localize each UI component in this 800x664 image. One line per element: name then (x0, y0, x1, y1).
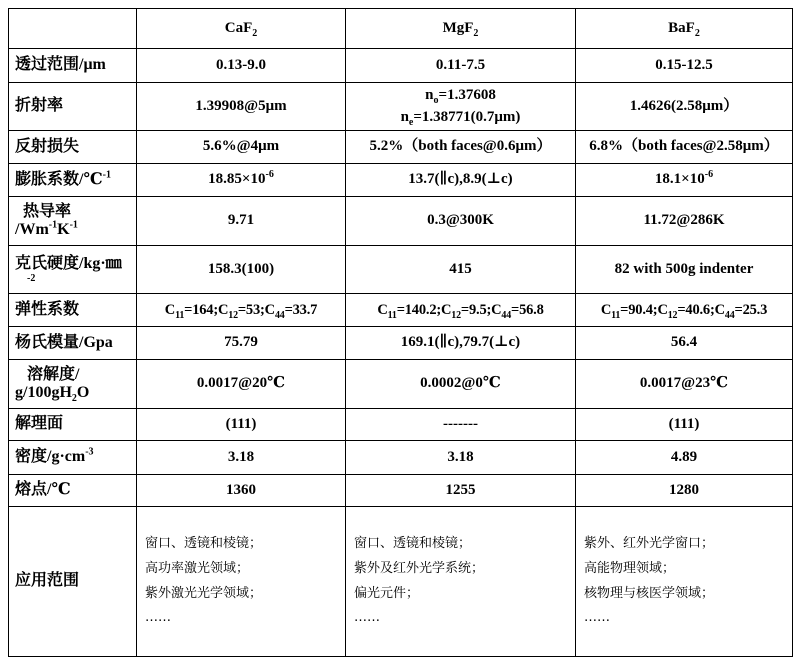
table-cell: 56.4 (576, 327, 793, 360)
list-item: 紫外、红外光学窗口； (584, 536, 715, 552)
table-cell: 4.89 (576, 441, 793, 475)
table-cell: 0.0017@23℃ (576, 360, 793, 409)
table-cell: (111) (576, 409, 793, 441)
header-caf2: CaF$_2$ (137, 9, 346, 49)
table-cell: 3.18 (346, 441, 576, 475)
row-label: 膨胀系数/℃$^{-1}$ (9, 164, 137, 197)
table-row (9, 246, 793, 294)
application-list (576, 507, 793, 657)
table-row (9, 49, 793, 83)
table-cell: 1360 (137, 475, 346, 507)
row-label: 应用范围 (9, 507, 137, 657)
table-row (9, 327, 793, 360)
table-cell: 0.13-9.0 (137, 49, 346, 83)
row-label: 解理面 (9, 409, 137, 441)
table-row (9, 83, 793, 131)
table-row (9, 507, 793, 657)
table-cell: $C_{11}=90.4;C_{12}=40.6;C_{44}=25.3$ (576, 294, 793, 327)
table-cell: $18.85\times 10^{-6}$ (137, 164, 346, 197)
row-label: 克氏硬度/kg·㎜ -2 (9, 246, 137, 294)
list-item: 高功率激光领域； (145, 560, 250, 576)
table-cell: 82 with 500g indenter (576, 246, 793, 294)
table-row (9, 360, 793, 409)
table-cell: 5.2%（both faces@0.6μm） (346, 131, 576, 164)
table-cell: 0.15-12.5 (576, 49, 793, 83)
row-label: 反射损失 (9, 131, 137, 164)
table-cell: 415 (346, 246, 576, 294)
table-cell: 0.0017@20℃ (137, 360, 346, 409)
table-cell: 6.8%（both faces@2.58μm） (576, 131, 793, 164)
list-item: …… (584, 610, 610, 626)
table-cell: 1255 (346, 475, 576, 507)
header-empty-cell (9, 9, 137, 49)
row-label: 透过范围/μm (9, 49, 137, 83)
list-item: 窗口、透镜和棱镜； (354, 536, 472, 552)
list-item: 窗口、透镜和棱镜； (145, 536, 263, 552)
table-cell: 0.3@300K (346, 197, 576, 246)
list-item: 偏光元件； (354, 585, 420, 601)
table-cell: 13.7(∥c),8.9(⊥c) (346, 164, 576, 197)
table-cell: 1.4626(2.58μm） (576, 83, 793, 131)
table-row (9, 294, 793, 327)
table-cell: 0.0002@0℃ (346, 360, 576, 409)
application-list (137, 507, 346, 657)
table-cell: 169.1(∥c),79.7(⊥c) (346, 327, 576, 360)
table-cell: $C_{11}=164;C_{12}=53;C_{44}=33.7$ (137, 294, 346, 327)
table-cell: 0.11-7.5 (346, 49, 576, 83)
row-label: 热导率 $/Wm^{-1}K^{-1}$ (9, 197, 137, 246)
table-row (9, 409, 793, 441)
row-label: 杨氏模量/Gpa (9, 327, 137, 360)
table-row (9, 164, 793, 197)
list-item: …… (145, 610, 171, 626)
table-cell: 11.72@286K (576, 197, 793, 246)
list-item: 核物理与核医学领域； (584, 585, 715, 601)
table-cell: 3.18 (137, 441, 346, 475)
table-cell: 75.79 (137, 327, 346, 360)
crystal-properties-table (8, 8, 793, 657)
row-label: 溶解度/ $g/100gH_2O$ (9, 360, 137, 409)
table-cell: 158.3(100) (137, 246, 346, 294)
row-label: 弹性系数 (9, 294, 137, 327)
table-row (9, 131, 793, 164)
table-row (9, 475, 793, 507)
table-cell: (111) (137, 409, 346, 441)
row-label: 熔点/℃ (9, 475, 137, 507)
table-cell: 5.6%@4μm (137, 131, 346, 164)
header-mgf2: MgF$_2$ (346, 9, 576, 49)
application-list (346, 507, 576, 657)
table-cell: $n_o=1.37608$ $n_e=1.38771(0.7\mu m)$ (346, 83, 576, 131)
table-cell: $C_{11}=140.2;C_{12}=9.5;C_{44}=56.8$ (346, 294, 576, 327)
table-cell: 9.71 (137, 197, 346, 246)
header-baf2: BaF$_2$ (576, 9, 793, 49)
list-item: 紫外及红外光学系统； (354, 560, 485, 576)
table-row (9, 197, 793, 246)
list-item: 紫外激光光学领域； (145, 585, 263, 601)
row-label: 折射率 (9, 83, 137, 131)
list-item: 高能物理领域； (584, 560, 676, 576)
header-row (9, 9, 793, 49)
list-item: …… (354, 610, 380, 626)
table-cell: $18.1\times 10^{-6}$ (576, 164, 793, 197)
table-cell: ------- (346, 409, 576, 441)
table-cell: 1.39908@5μm (137, 83, 346, 131)
table-cell: 1280 (576, 475, 793, 507)
row-label: 密度$/g\cdot cm^{-3}$ (9, 441, 137, 475)
table-row (9, 441, 793, 475)
